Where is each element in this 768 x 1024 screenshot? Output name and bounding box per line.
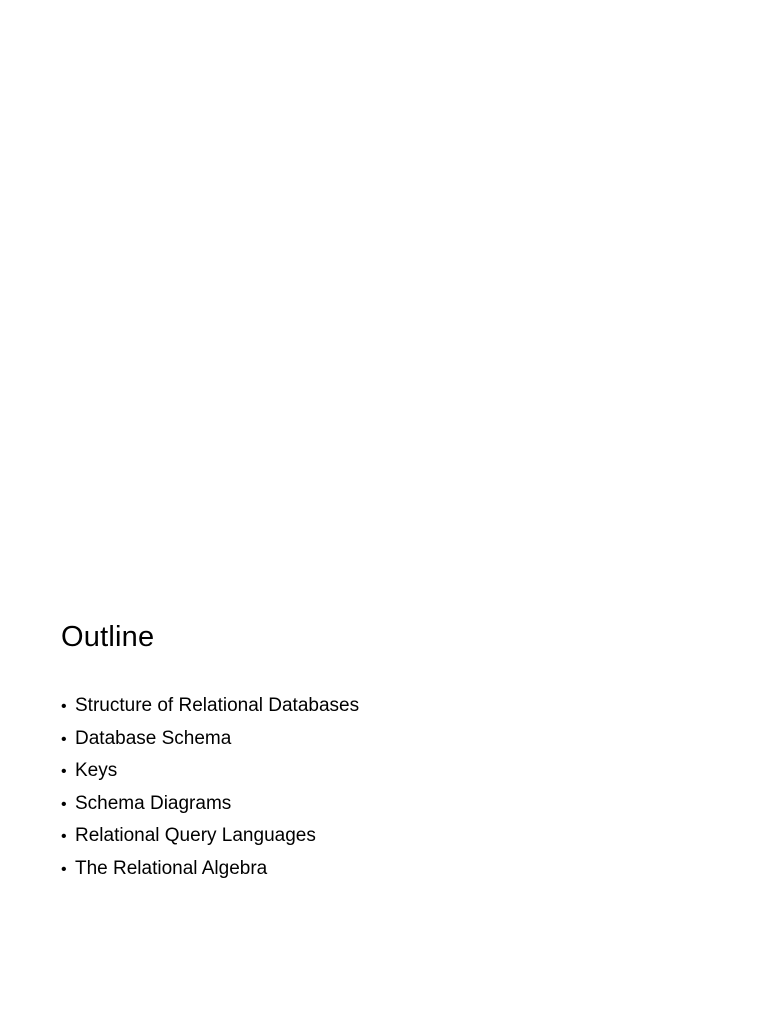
list-item-label: Relational Query Languages (75, 825, 316, 847)
list-item (61, 788, 359, 821)
list-item-label: Structure of Relational Databases (75, 695, 360, 716)
bullet-icon: • (61, 860, 67, 878)
list-item (61, 820, 359, 853)
bullet-icon: • (61, 795, 67, 813)
list-item-label: Keys (75, 760, 118, 782)
outline-list (61, 690, 359, 886)
slide-title: Outline (61, 621, 155, 653)
bullet-icon: • (61, 763, 67, 781)
list-item-label: Database Schema (75, 727, 232, 749)
list-item (61, 690, 359, 723)
list-item-label: The Relational Algebra (75, 857, 268, 879)
bullet-icon: • (61, 828, 67, 846)
bullet-icon: • (61, 730, 67, 748)
list-item-label: Schema Diagrams (75, 792, 232, 814)
list-item (61, 723, 359, 756)
list-item (61, 755, 359, 788)
list-item (61, 853, 359, 886)
bullet-icon: • (61, 698, 67, 715)
